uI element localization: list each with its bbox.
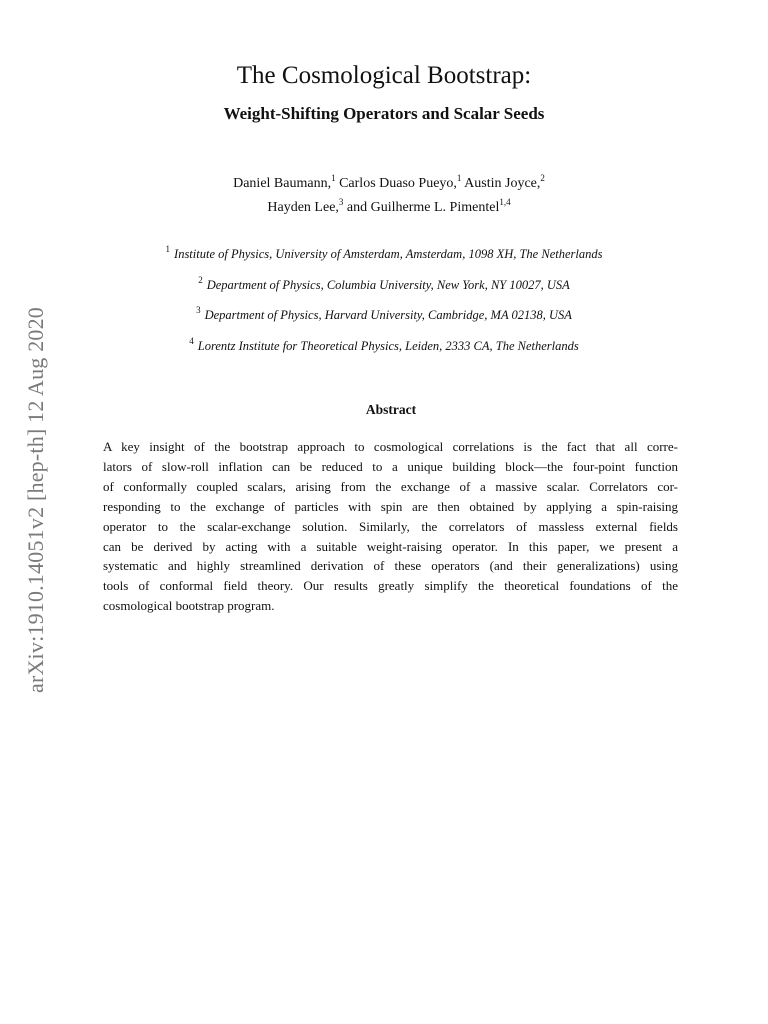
affiliation-text: Institute of Physics, University of Amsterdam, Amsterdam, 1098 XH, The Netherlands: [174, 247, 603, 261]
author: [464, 173, 545, 191]
author-line-2: [0, 196, 768, 220]
affiliation: [0, 245, 768, 276]
author: [339, 173, 462, 191]
author-affiliation-mark: 1: [456, 173, 462, 183]
author-affiliation-mark: 2: [540, 173, 545, 183]
abstract-line: tools of conformal field theory. Our results greatly simplify the theoretical foundations of the: [103, 578, 678, 594]
author-list: [0, 172, 768, 220]
affiliation-number: 4: [189, 335, 194, 346]
author-affiliation-mark: 3: [338, 197, 344, 207]
arxiv-identifier: arXiv:1910.14051v2 [hep-th] 12 Aug 2020: [23, 306, 48, 694]
author-name: and Guilherme L. Pimentel: [346, 200, 500, 215]
abstract-body: [103, 437, 678, 616]
affiliation: [0, 306, 768, 337]
abstract-line: can be derived by acting with a suitable weight-raising operator. In this paper, we present a: [103, 538, 678, 554]
author-name: Hayden Lee,: [267, 200, 339, 215]
abstract-line: lators of slow-roll inflation can be reduced to a unique building block—the four-point function: [103, 458, 678, 474]
affiliation-number: 2: [198, 274, 203, 285]
author: [267, 197, 344, 215]
abstract-line: A key insight of the bootstrap approach to cosmological correlations is the fact that all corre-: [103, 439, 678, 454]
affiliation-number: 3: [196, 305, 201, 315]
author: [233, 173, 336, 191]
abstract-line: of conformally coupled scalars, arising from the exchange of a massive scalar. Correlators cor-: [103, 478, 678, 494]
affiliation-text: Lorentz Institute for Theoretical Physics, Leiden, 2333 CA, The Netherlands: [197, 338, 579, 353]
abstract-line: responding to the exchange of particles with spin are then obtained by applying a spin-raising: [103, 498, 678, 514]
author-name: Carlos Duaso Pueyo,: [339, 176, 457, 191]
affiliation-text: Department of Physics, Columbia University, New York, NY 10027, USA: [206, 277, 570, 292]
affiliation-text: Department of Physics, Harvard University, Cambridge, MA 02138, USA: [204, 308, 572, 322]
author-name: Daniel Baumann,: [233, 176, 332, 191]
author-affiliation-mark: 1,4: [499, 197, 511, 207]
abstract-line: operator to the scalar-exchange solution. Similarly, the correlators of massless external fields: [103, 518, 678, 534]
abstract-heading: Abstract: [365, 402, 417, 417]
affiliation-list: [0, 245, 768, 367]
author: [346, 197, 511, 215]
paper-title: The Cosmological Bootstrap:: [236, 62, 532, 89]
paper-subtitle: Weight-Shifting Operators and Scalar Seeds: [223, 104, 545, 123]
affiliation-number: 1: [165, 244, 171, 254]
author-line-1: [0, 172, 768, 196]
author-name: Austin Joyce,: [464, 176, 541, 191]
abstract-line: systematic and highly streamlined derivation of these operators (and their generalizations) using: [103, 558, 678, 574]
abstract-line: cosmological bootstrap program.: [103, 598, 275, 614]
author-affiliation-mark: 1: [331, 173, 336, 183]
affiliation: [0, 276, 768, 307]
affiliation: [0, 337, 768, 368]
